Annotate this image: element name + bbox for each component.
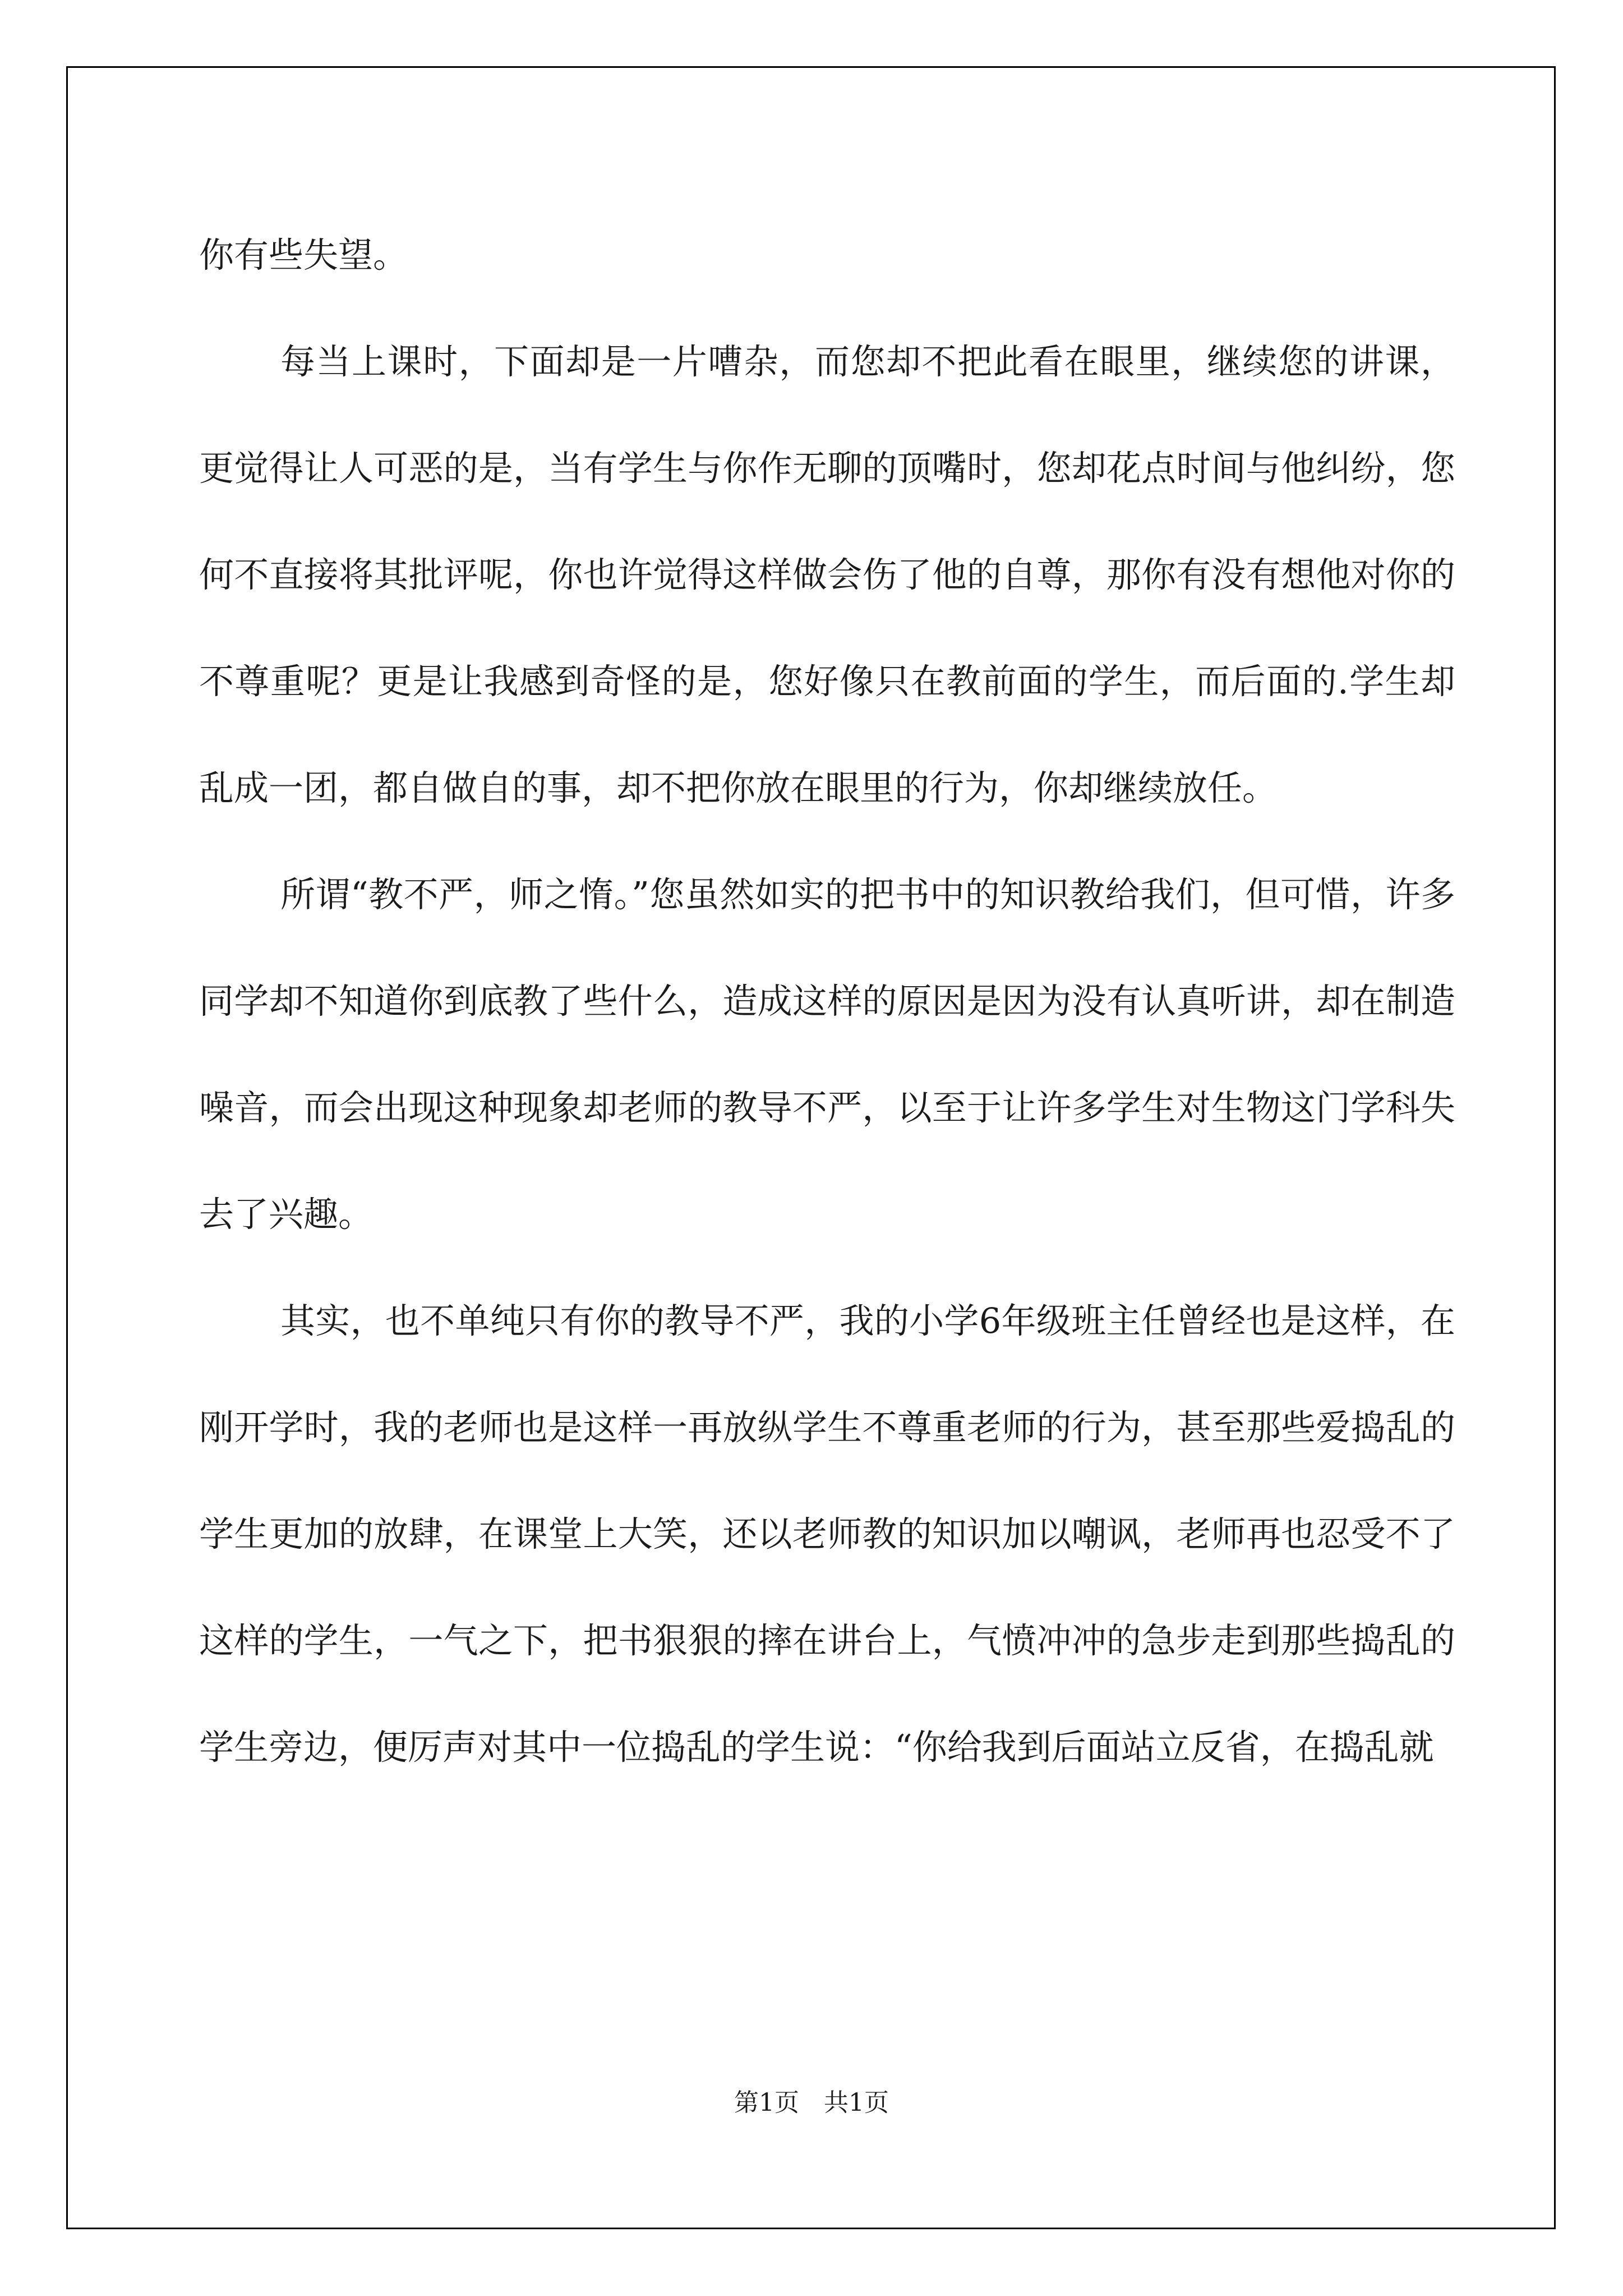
paragraph-2: 每当上课时，下面却是一片嘈杂，而您却不把此看在眼里，继续您的讲课，更觉得让人可恶的是，当有学生与你作无聊的顶嘴时，您却花点时间与他纠纷，您何不直接将其批评呢，你也许觉得这样做会伤了他的自尊，那你有没有想他对你的不尊重呢？更是让我感到奇怪的是，您好像只在教前面的学生，而后面的.学生却乱成一团，都自做自的事，却不把你放在眼里的行为，你却继续放任。 <box>199 341 1455 808</box>
paragraph-4: 其实，也不单纯只有你的教导不严，我的小学6年级班主任曾经也是这样，在刚开学时，我的老师也是这样一再放纵学生不尊重老师的行为，甚至那些爱捣乱的学生更加的放肆，在课堂上大笑，还以老师教的知识加以嘲讽，老师再也忍受不了这样的学生，一气之下，把书狠狠的摔在讲台上，气愤冲冲的急步走到那些捣乱的学生旁边，便厉声对其中一位捣乱的学生说：“你给我到后面站立反省，在捣乱就 <box>199 1300 1455 1768</box>
paragraph-3: 所谓“教不严，师之惰。”您虽然如实的把书中的知识教给我们，但可惜，许多同学却不知道你到底教了些什么，造成这样的原因是因为没有认真听讲，却在制造噪音，而会出现这种现象却老师的教导不严，以至于让许多学生对生物这门学科失去了兴趣。 <box>199 874 1455 1235</box>
page-footer: 第1页 共1页 <box>734 2088 889 2117</box>
paragraph-1: 你有些失望。 <box>199 234 408 275</box>
document-body <box>199 202 1455 1801</box>
